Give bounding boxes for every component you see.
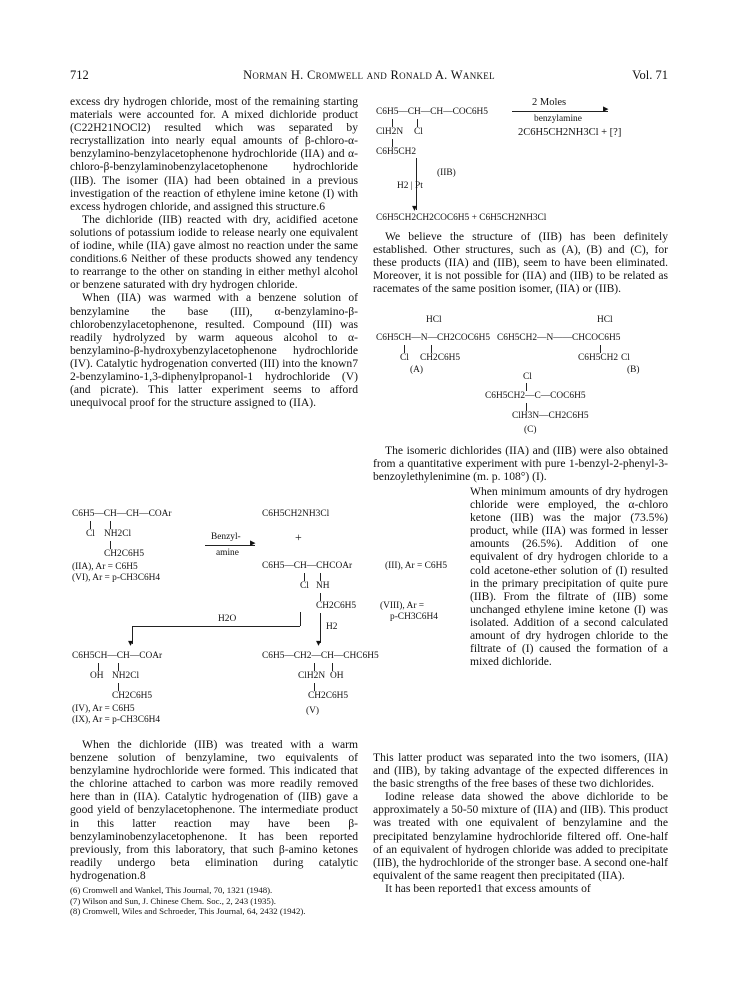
bond-line <box>110 521 111 529</box>
formula-b-benzyl: C6H5CH2 <box>578 353 619 363</box>
formula-iib-main: C6H5—CH—CH—COC6H5 <box>376 107 488 117</box>
bond-line <box>600 345 601 353</box>
formula-ii-nh2cl: NH2Cl <box>104 529 132 539</box>
hcl-a: HCl <box>426 315 442 325</box>
label-vi: (VI), Ar = p-CH3C6H4 <box>72 573 161 583</box>
formula-c-main: C6H5CH2—C—COC6H5 <box>485 391 586 401</box>
bond-line <box>314 683 315 691</box>
bond-line <box>417 119 418 127</box>
running-header <box>70 68 668 86</box>
bond-line <box>118 683 119 691</box>
formula-v-clh2n: ClH2N <box>298 671 326 681</box>
bond-line <box>110 541 111 549</box>
paragraph: When (IIA) was warmed with a benzene solution of benzylamine the base (III), α-benzylamino-β-chlorobenzylacetophenone, resulted. Compound (III) was readily hydrolyzed by warm aqueous alcohol to α-benzylamino-β-hydroxybenzylacetophenone hydrochloride (IV). Catalytic hydrogenation converted (III) into the known7 2-benzylamino-1,3-diphenylpropanol-1 hydrochloride (V) (and picrate). This latter experiment seems to afford unequivocal proof for the structure assigned to (IIA). <box>70 291 358 410</box>
arrow-head: ▸ <box>603 103 609 115</box>
product-salt: 2C6H5CH2NH3Cl + [?] <box>518 127 622 138</box>
arrow-head: ▾ <box>412 203 418 214</box>
label-c: (C) <box>524 425 537 435</box>
formula-v-benzyl: CH2C6H5 <box>308 691 349 701</box>
reaction-arrow-h2o <box>132 626 300 627</box>
formula-ii-benzyl: CH2C6H5 <box>104 549 145 559</box>
bond-line <box>300 612 301 626</box>
formula-v-oh: OH <box>330 671 344 681</box>
paragraph: The isomeric dichlorides (IIA) and (IIB) were also obtained from a quantitative experiment with pure 1-benzyl-2-phenyl-3-benzoylethylenimine (m. p. 108°) (I). <box>373 444 668 484</box>
bond-line <box>118 663 119 671</box>
paragraph: We believe the structure of (IIB) has been definitely established. Other structures, such as (A), (B) and (C), for these products (IIA) and (IIB), seem to have been eliminated. Moreover, it is not possible for (IIA) and (IIB) to be related as racemates of the same position isomer, (IIA) or (IIB). <box>373 230 668 296</box>
formula-iii-nh: NH <box>316 581 330 591</box>
formula-iib-cl: Cl <box>414 127 423 137</box>
paragraph: Iodine release data showed the above dichloride to be approximately a 50-50 mixture of (IIA) and (IIB). This product was treated with one equivalent of benzylamine and the precipitated benzylamine hydrochloride filtered off. One-half of an equivalent of hydrogen chloride was added to precipitate (IIB), the hydrochloride of the stronger base. A second one-half equivalent of the same reagent then precipitated (IIA). <box>373 790 668 882</box>
label-a: (A) <box>410 365 424 375</box>
label-viii-1: (VIII), Ar = <box>380 601 425 611</box>
formula-a-main: C6H5CH—N—CH2COC6H5 <box>376 333 491 343</box>
label-viii-2: p-CH3C6H4 <box>390 612 438 622</box>
right-column-lower-text <box>373 444 668 483</box>
right-column-wrapped-text <box>470 485 668 668</box>
formula-iii-cl: Cl <box>300 581 309 591</box>
bond-line <box>526 383 527 391</box>
arrow-label-bottom: benzylamine <box>534 114 582 124</box>
formula-iv-benzyl: CH2C6H5 <box>112 691 153 701</box>
bond-line <box>526 403 527 411</box>
formula-benzylamine-salt: C6H5CH2NH3Cl <box>262 509 330 519</box>
label-iv: (IV), Ar = C6H5 <box>72 704 135 714</box>
arrow-label-top: 2 Moles <box>532 97 567 108</box>
formula-iib-benzyl: C6H5CH2 <box>376 147 417 157</box>
reaction-arrow <box>205 545 255 546</box>
paragraph: It has been reported1 that excess amounts of <box>385 881 591 895</box>
label-b: (B) <box>627 365 640 375</box>
label-v: (V) <box>306 706 320 716</box>
left-column-bottom-text <box>70 738 358 917</box>
formula-b-main: C6H5CH2—N——CHCOC6H5 <box>497 333 621 343</box>
bond-line <box>392 139 393 147</box>
header-authors: Norman H. Cromwell and Ronald A. Wankel <box>243 68 495 82</box>
footnote: (8) Cromwell, Wiles and Schroeder, This Journal, 64, 2432 (1942). <box>70 906 306 917</box>
right-column-bottom-text <box>373 751 668 895</box>
bond-line <box>320 593 321 601</box>
paragraph: The dichloride (IIB) reacted with dry, acidified acetone solutions of potassium iodide to release nearly one equivalent of iodine, while (IIA) gave almost no reaction under the same conditions.6 Neither of these products showed any tendency to rearrange to the other on standing in either methyl alcohol or benzene saturated with dry hydrogen chloride. <box>70 212 358 292</box>
catalyst-h2-pt: H2 | Pt <box>397 181 423 191</box>
bond-line <box>314 663 315 671</box>
arrow-head: ▸ <box>250 537 256 549</box>
paragraph: This latter product was separated into the two isomers, (IIA) and (IIB), by taking advantage of the expected differences in the basic strengths of the free bases of these two dichlorides. <box>373 751 668 791</box>
reagent-h2o: H2O <box>218 614 237 624</box>
formula-a-benzyl: CH2C6H5 <box>420 353 461 363</box>
formula-a-cl: Cl <box>400 353 409 363</box>
footnotes <box>70 885 358 917</box>
bond-line <box>332 663 333 671</box>
footnote: (7) Wilson and Sun, J. Chinese Chem. Soc., 2, 243 (1935). <box>70 895 276 906</box>
footnote: (6) Cromwell and Wankel, This Journal, 70, 1321 (1948). <box>70 885 273 896</box>
bond-line <box>392 119 393 127</box>
label-iib: (IIB) <box>437 168 456 178</box>
bond-line <box>404 345 405 353</box>
paragraph: When the dichloride (IIB) was treated with a warm benzene solution of benzylamine, two equivalents of benzylamine hydrochloride were formed. This indicated that the chlorine attached to carbon was more readily removed here than in (IIA). Catalytic hydrogenation of (IIB) gave a good yield of benzylacetophenone. The intermediate product in this latter reaction may have been β-benzylaminobenzylacetophenone. It has been reported previously, from this laboratory, that such β-amino ketones readily undergo beta elimination during catalytic hydrogenation.8 <box>70 738 358 882</box>
formula-iib-clh2n: ClH2N <box>376 127 404 137</box>
formula-iii-benzyl: CH2C6H5 <box>316 601 357 611</box>
formula-iv-oh: OH <box>90 671 104 681</box>
formula-iii-main: C6H5—CH—CHCOAr <box>262 561 353 571</box>
bond-line <box>431 345 432 353</box>
reagent-h2: H2 <box>326 622 338 632</box>
arrow-label-bottom: amine <box>216 548 239 558</box>
bond-line <box>98 663 99 671</box>
hcl-b: HCl <box>597 315 613 325</box>
label-iii: (III), Ar = C6H5 <box>385 561 448 571</box>
formula-ii-cl: Cl <box>86 529 95 539</box>
formula-ii-main: C6H5—CH—CH—COAr <box>72 509 172 519</box>
paragraph: excess dry hydrogen chloride, most of the remaining starting materials were accounted for. A mixed dichloride product (C22H21NOCl2) resulted which was separated by recrystallization into nearly equal amounts of β-chloro-α-benzylamino-benzylacetophenone hydrochloride (IIA) and α-chloro-β-benzylaminobenzylacetophenone hydrochloride (IIB). The isomer (IIA) had been obtained in a previous investigation of the reaction of ethylene imine ketone (I) with excess hydrogen chloride, and assigned this structure.6 <box>70 95 358 213</box>
page-number: 712 <box>70 68 89 82</box>
bond-line <box>320 573 321 581</box>
arrow-head: ▾ <box>316 638 322 649</box>
formula-iv-nh2cl: NH2Cl <box>112 671 140 681</box>
volume-label: Vol. 71 <box>632 68 668 82</box>
paragraph: When minimum amounts of dry hydrogen chloride were employed, the α-chloro ketone (IIB) was the major (73.5%) product, while (IIA) was formed in lesser amounts (26.5%). Addition of one equivalent of dry hydrogen chloride to a cold acetone-ether solution of (I) resulted in the primary precipitation of quite pure (IIB). From the filtrate of (IIB) some unchanged ethylene imine ketone (I) was isolated. Addition of a second calculated amount of dry hydrogen chloride to the filtrate of (I) caused the formation of a mixed dichloride. <box>470 485 668 669</box>
label-ix: (IX), Ar = p-CH3C6H4 <box>72 715 161 725</box>
formula-iv-main: C6H5CH—CH—COAr <box>72 651 163 661</box>
final-products: C6H5CH2CH2COC6H5 + C6H5CH2NH3Cl <box>376 213 547 223</box>
right-column-mid-text <box>373 230 668 295</box>
reaction-arrow <box>512 111 608 112</box>
formula-c-sub: ClH3N—CH2C6H5 <box>512 411 589 421</box>
left-column-top-text <box>70 95 358 409</box>
formula-c-cl: Cl <box>523 372 532 382</box>
formula-v-main: C6H5—CH2—CH—CHC6H5 <box>262 651 379 661</box>
formula-b-cl: Cl <box>621 353 630 363</box>
arrow-label-top: Benzyl- <box>211 532 241 542</box>
bond-line <box>304 573 305 581</box>
arrow-head: ▾ <box>128 638 134 649</box>
plus-sign: + <box>295 530 302 544</box>
label-iia: (IIA), Ar = C6H5 <box>72 562 138 572</box>
bond-line <box>90 521 91 529</box>
